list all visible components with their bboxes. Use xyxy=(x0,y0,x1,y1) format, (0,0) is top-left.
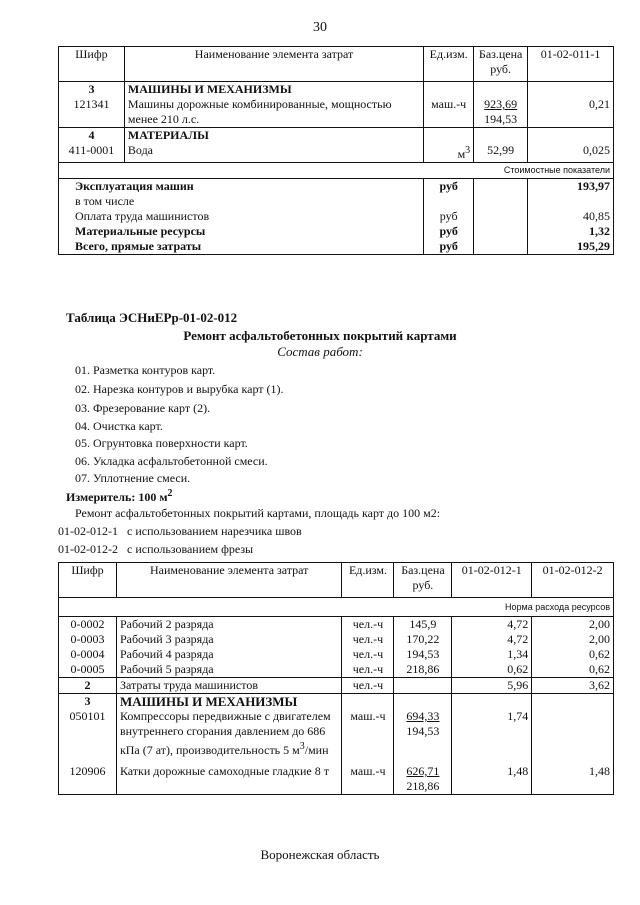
table-row: 0-0002 Рабочий 2 разряда чел.-ч 145,9 4,72 2,00 xyxy=(59,617,614,633)
table-header-row xyxy=(59,563,614,598)
table-row: 120906 Катки дорожные самоходные гладкие 8 т маш.-ч 626,71 218,86 1,48 1,48 xyxy=(59,758,614,795)
table-row: 050101 Компрессоры передвижные с двигателем внутреннего сгорания давлением до 686 кПа (7 ат), производительность 5 $м^3$/мин маш.-ч 694,33 194,53 1,74 xyxy=(59,709,614,758)
header-unit: Ед.изм. xyxy=(424,47,474,82)
variant-1: 01-02-012-1 с использованием нарезчика швов xyxy=(58,524,302,538)
header-code: Шифр xyxy=(59,563,117,598)
header-price: Баз.цена руб. xyxy=(394,563,452,598)
variant-2: 01-02-012-2 с использованием фрезы xyxy=(58,542,254,556)
summary-row: Материальные ресурсы руб 1,32 xyxy=(59,224,614,239)
summary-row: Всего, прямые затраты руб 195,29 xyxy=(59,239,614,255)
header-name: Наименование элемента затрат xyxy=(124,47,423,82)
list-item: 03. Фрезерование карт (2). xyxy=(75,401,211,415)
section-title: МАШИНЫ И МЕХАНИЗМЫ xyxy=(124,82,423,98)
header-col-011-1: 01-02-011-1 xyxy=(528,47,614,82)
summary-row: Оплата труда машинистов руб 40,85 xyxy=(59,209,614,224)
section-row: 4 МАТЕРИАЛЫ xyxy=(59,128,614,144)
section-row: 3 МАШИНЫ И МЕХАНИЗМЫ xyxy=(59,82,614,98)
header-col-012-2: 01-02-012-2 xyxy=(532,563,614,598)
subheader-row: Стоимостные показатели xyxy=(59,163,614,179)
table-row: 0-0003 Рабочий 3 разряда чел.-ч 170,22 4,72 2,00 xyxy=(59,632,614,647)
list-item: 06. Укладка асфальтобетонной смеси. xyxy=(75,454,268,468)
header-unit: Ед.изм. xyxy=(342,563,394,598)
table-header-row xyxy=(59,47,614,82)
list-item: 01. Разметка контуров карт. xyxy=(75,363,216,377)
section-heading: Ремонт асфальтобетонных покрытий картами xyxy=(183,328,457,343)
header-code: Шифр xyxy=(59,47,125,82)
header-col-012-1: 01-02-012-1 xyxy=(452,563,532,598)
table-row: 2 Затраты труда машинистов чел.-ч 5,96 3,62 xyxy=(59,678,614,694)
section-title: МАШИНЫ И МЕХАНИЗМЫ xyxy=(116,694,342,710)
page-number: 30 xyxy=(313,20,327,35)
resource-table-01-02-012 xyxy=(58,562,614,795)
table-row: 121341 Машины дорожные комбинированные, мощностью менее 210 л.с. маш.-ч 923,69 194,53 0,21 xyxy=(59,97,614,128)
header-price: Баз.цена руб. xyxy=(474,47,528,82)
description: Ремонт асфальтобетонных покрытий картами, площадь карт до 100 м2: xyxy=(75,506,441,520)
resource-table-01-02-011 xyxy=(58,46,614,255)
list-item: 05. Огрунтовка поверхности карт. xyxy=(75,436,248,450)
section-title: МАТЕРИАЛЫ xyxy=(124,128,423,144)
list-item: 07. Уплотнение смеси. xyxy=(75,471,191,485)
table-row: 0-0004 Рабочий 4 разряда чел.-ч 194,53 1,34 0,62 xyxy=(59,647,614,662)
summary-row: Эксплуатация машин руб 193,97 xyxy=(59,179,614,195)
table-row: 0-0005 Рабочий 5 разряда чел.-ч 218,86 0,62 0,62 xyxy=(59,662,614,678)
page-footer: Воронежская область xyxy=(260,847,380,862)
table-title: Таблица ЭСНиЕРр-01-02-012 xyxy=(66,310,238,325)
meter-label: Измеритель: 100 $м^2$ xyxy=(66,488,173,504)
list-item: 04. Очистка карт. xyxy=(75,419,163,433)
section-row: 3 МАШИНЫ И МЕХАНИЗМЫ xyxy=(59,694,614,710)
table-row: 411-0001 Вода $м^3$ 52,99 0,025 xyxy=(59,143,614,163)
work-composition-title: Состав работ: xyxy=(277,344,363,359)
summary-row: в том числе xyxy=(59,194,614,209)
list-item: 02. Нарезка контуров и вырубка карт (1). xyxy=(75,382,284,396)
subheader-row: Норма расхода ресурсов xyxy=(59,598,614,617)
header-name: Наименование элемента затрат xyxy=(116,563,342,598)
